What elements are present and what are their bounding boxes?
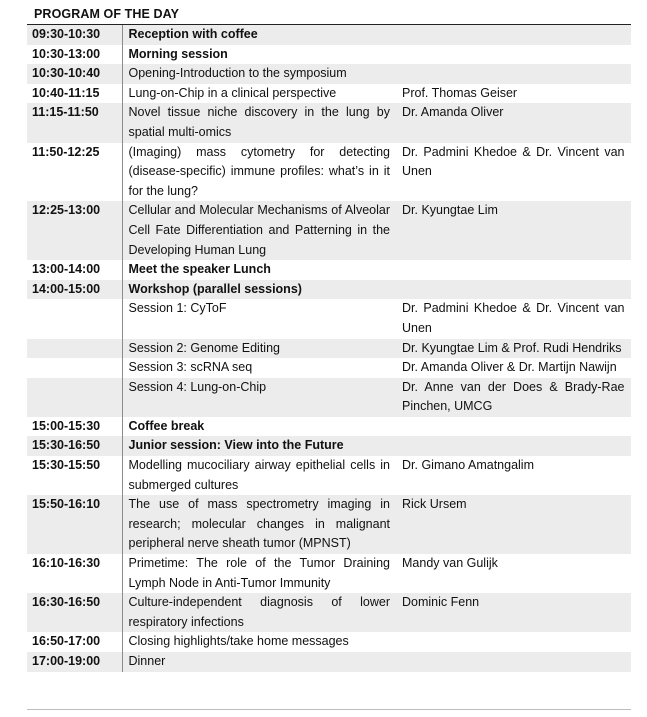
- program-row: [27, 436, 631, 456]
- event-cell: Cellular and Molecular Mechanisms of Alveolar Cell Fate Differentiation and Patterning in the Developing Human Lung: [122, 201, 396, 260]
- event-cell: Junior session: View into the Future: [122, 436, 396, 456]
- event-cell: Workshop (parallel sessions): [122, 280, 396, 300]
- speaker-cell: Rick Ursem: [396, 495, 631, 554]
- time-cell: 11:15-11:50: [27, 103, 122, 142]
- speaker-cell: Dr. Anne van der Does & Brady-Rae Pinchen, UMCG: [396, 378, 631, 417]
- speaker-cell: [396, 25, 631, 45]
- program-row: [27, 260, 631, 280]
- time-cell: 15:00-15:30: [27, 417, 122, 437]
- speaker-cell: Dr. Padmini Khedoe & Dr. Vincent van Unen: [402, 301, 625, 335]
- event-cell: Session 2: Genome Editing: [122, 339, 396, 359]
- program-row: [27, 652, 631, 672]
- time-cell: 12:25-13:00: [27, 201, 122, 260]
- speaker-cell: [396, 417, 631, 437]
- time-cell: 09:30-10:30: [27, 25, 122, 45]
- speaker-cell: [396, 64, 631, 84]
- time-cell: 15:30-16:50: [27, 436, 122, 456]
- speaker-cell: Dr. Amanda Oliver: [396, 103, 631, 142]
- time-cell: 10:30-13:00: [27, 45, 122, 65]
- time-cell: 16:50-17:00: [27, 632, 122, 652]
- program-table: [27, 25, 631, 672]
- speaker-cell: [396, 436, 631, 456]
- event-cell: Reception with coffee: [122, 25, 396, 45]
- event-cell: Session 3: scRNA seq: [128, 360, 253, 375]
- event-cell: Modelling mucociliary airway epithelial cells in submerged cultures: [128, 458, 390, 492]
- time-cell: [27, 358, 122, 378]
- time-cell: 13:00-14:00: [27, 260, 122, 280]
- program-row: [27, 64, 631, 84]
- time-cell: [27, 339, 122, 359]
- program-row: [27, 84, 631, 104]
- program-row: [27, 45, 631, 65]
- event-cell: Dinner: [122, 652, 396, 672]
- program-row: [27, 495, 631, 554]
- time-cell: 15:50-16:10: [27, 495, 122, 554]
- program-row: [27, 280, 631, 300]
- speaker-cell: Dr. Padmini Khedoe & Dr. Vincent van Unen: [402, 144, 625, 179]
- program-row: [27, 417, 631, 437]
- speaker-cell: Prof. Thomas Geiser: [402, 85, 518, 100]
- event-cell: Culture-independent diagnosis of lower respiratory infections: [122, 593, 396, 632]
- speaker-cell: Dr. Kyungtae Lim: [396, 201, 631, 260]
- bottom-divider: [27, 709, 631, 710]
- speaker-cell: Dr. Kyungtae Lim & Prof. Rudi Hendriks: [396, 339, 631, 359]
- time-cell: 11:50-12:25: [27, 143, 122, 202]
- program-row: [27, 358, 631, 378]
- time-cell: 10:30-10:40: [27, 64, 122, 84]
- time-cell: [27, 299, 122, 338]
- speaker-cell: Dr. Gimano Amatngalim: [402, 458, 534, 473]
- speaker-cell: [396, 652, 631, 672]
- event-cell: (Imaging) mass cytometry for detecting (disease-specific) immune profiles: what’s in it for the lung?: [128, 144, 390, 198]
- time-cell: 17:00-19:00: [27, 652, 122, 672]
- speaker-cell: [396, 280, 631, 300]
- time-cell: 16:30-16:50: [27, 593, 122, 632]
- speaker-cell: Dominic Fenn: [396, 593, 631, 632]
- event-cell: Primetime: The role of the Tumor Draining Lymph Node in Anti-Tumor Immunity: [128, 556, 390, 590]
- time-cell: 16:10-16:30: [27, 554, 122, 593]
- event-cell: Coffee break: [128, 418, 205, 433]
- event-cell: Session 1: CyToF: [128, 301, 227, 316]
- event-cell: Novel tissue niche discovery in the lung by spatial multi-omics: [122, 103, 396, 142]
- speaker-cell: Mandy van Gulijk: [402, 556, 498, 571]
- event-cell: Lung-on-Chip in a clinical perspective: [128, 85, 337, 100]
- speaker-cell: [396, 632, 631, 652]
- speaker-cell: [396, 260, 631, 280]
- program-row: [27, 103, 631, 142]
- time-cell: [27, 378, 122, 417]
- program-row: [27, 299, 631, 338]
- program-row: [27, 593, 631, 632]
- program-row: [27, 143, 631, 202]
- event-cell: Session 4: Lung-on-Chip: [122, 378, 396, 417]
- program-row: [27, 378, 631, 417]
- time-cell: 10:40-11:15: [27, 84, 122, 104]
- time-cell: 14:00-15:00: [27, 280, 122, 300]
- program-row: [27, 456, 631, 495]
- event-cell: Morning session: [128, 46, 228, 61]
- speaker-cell: [396, 45, 631, 65]
- program-title: PROGRAM OF THE DAY: [34, 7, 180, 21]
- program-row: [27, 632, 631, 652]
- event-cell: The use of mass spectrometry imaging in research; molecular changes in malignant peripheral nerve sheath tumor (MPNST): [122, 495, 396, 554]
- time-cell: 15:30-15:50: [27, 456, 122, 495]
- speaker-cell: Dr. Amanda Oliver & Dr. Martijn Nawijn: [402, 360, 617, 375]
- program-row: [27, 554, 631, 593]
- event-cell: Closing highlights/take home messages: [128, 634, 349, 649]
- program-row: [27, 25, 631, 45]
- program-row: [27, 339, 631, 359]
- event-cell: Opening-Introduction to the symposium: [122, 64, 396, 84]
- event-cell: Meet the speaker Lunch: [128, 262, 271, 277]
- program-row: [27, 201, 631, 260]
